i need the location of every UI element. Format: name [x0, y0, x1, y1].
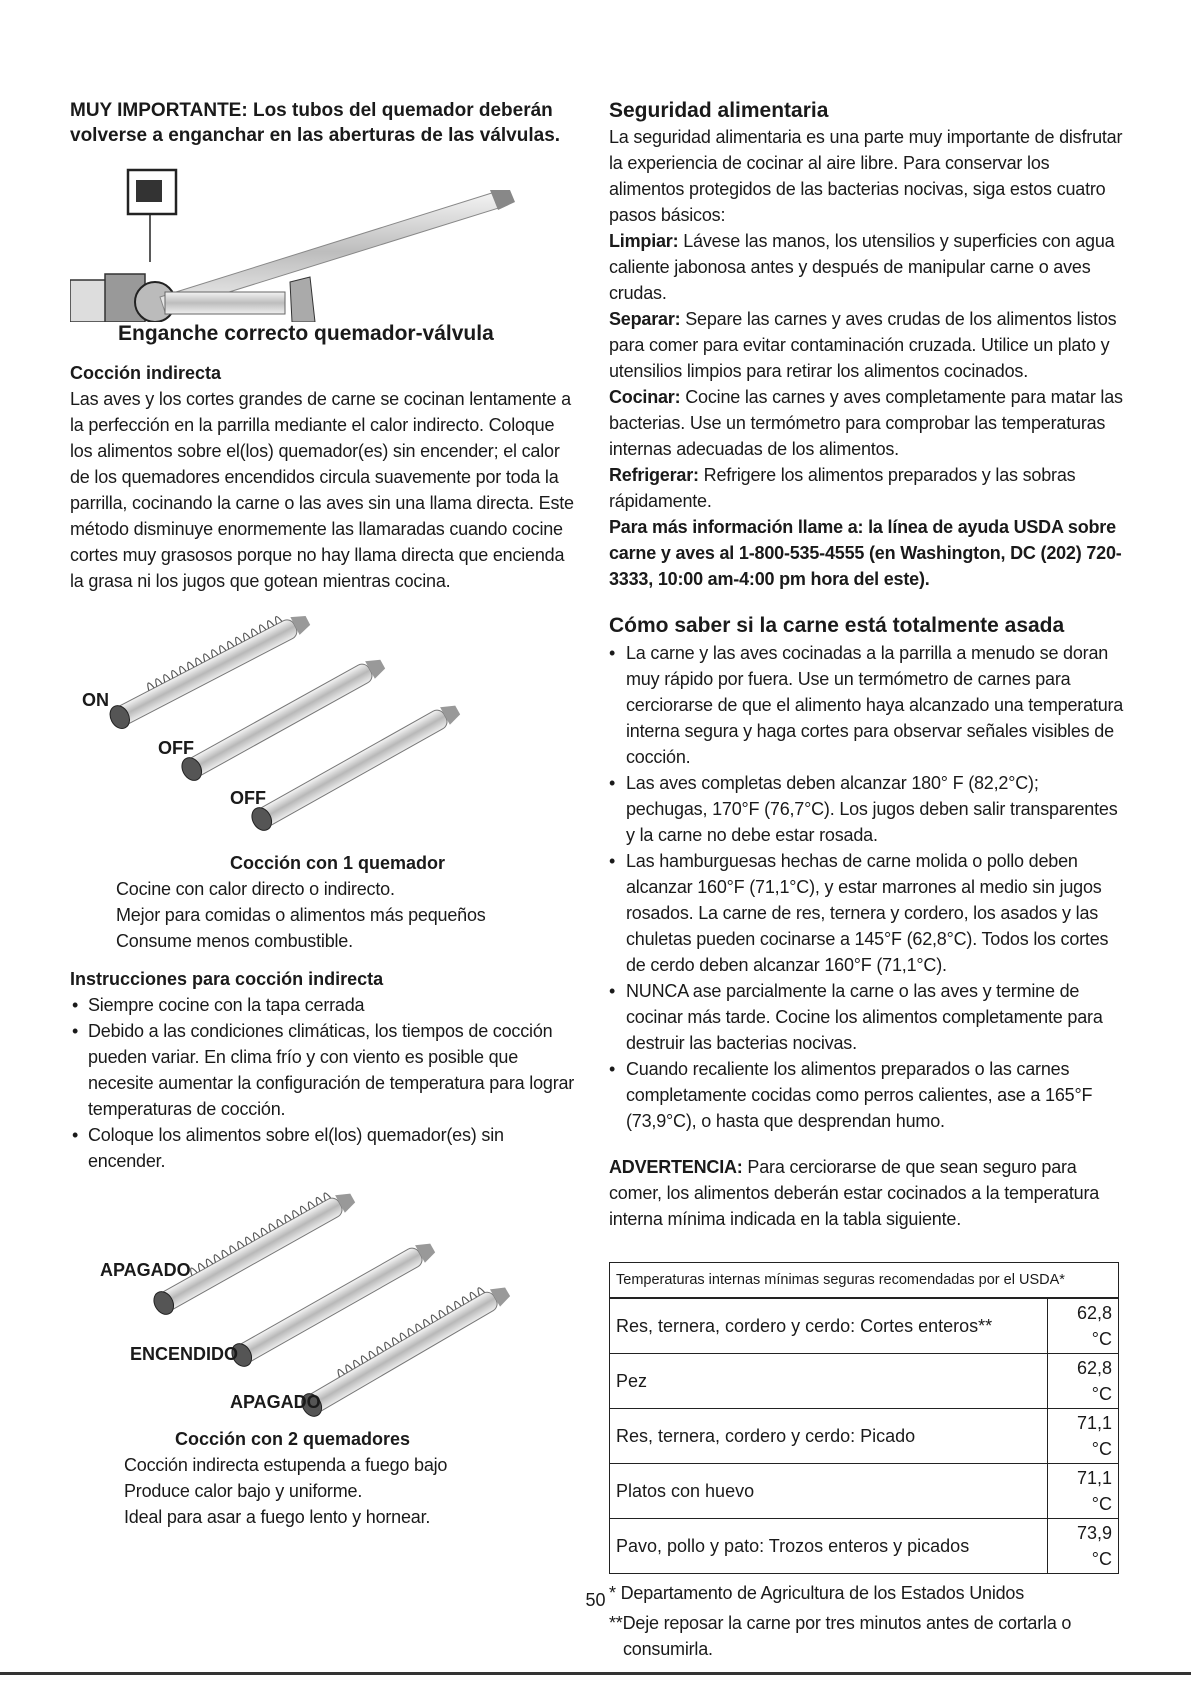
safety-step-clean	[609, 228, 1124, 306]
burner-label-apagado-2: APAGADO	[230, 1392, 321, 1412]
table-row	[610, 1354, 1119, 1409]
warning-text: Para cerciorarse de que sean seguro para comer, los alimentos deberán estar cocinados a la temperatura interna mínima indicada en la tabla siguiente.	[609, 1157, 1100, 1229]
table-cell-temp: 62,8 °C	[1048, 1354, 1119, 1409]
warning-term: ADVERTENCIA:	[609, 1157, 743, 1177]
table-cell-item: Pez	[610, 1354, 1048, 1409]
warning-paragraph	[609, 1154, 1124, 1232]
left-column	[70, 98, 575, 1530]
two-burner-caption: Cocción con 2 quemadores	[174, 1429, 411, 1449]
table-header: Temperaturas internas mínimas seguras recomendadas por el USDA*	[610, 1263, 1119, 1299]
step-text: Refrigere los alimentos preparados y las sobras rápidamente.	[609, 465, 1076, 511]
table-cell-temp: 62,8 °C	[1048, 1298, 1119, 1354]
instructions-heading: Instrucciones para cocción indirecta	[70, 969, 384, 989]
safety-step-cook	[609, 384, 1124, 462]
burner-valve-figure	[70, 152, 575, 322]
two-burner-note: Ideal para asar a fuego lento y hornear.	[124, 1507, 431, 1527]
footnote: * Departamento de Agricultura de los Estados Unidos	[609, 1583, 1025, 1603]
table-row	[610, 1409, 1119, 1464]
table-cell-item: Platos con huevo	[610, 1464, 1048, 1519]
burner-label-apagado-1: APAGADO	[100, 1260, 191, 1280]
table-cell-item: Res, ternera, cordero y cerdo: Cortes enteros**	[610, 1298, 1048, 1354]
figure1-caption: Enganche correcto quemador-válvula	[118, 322, 494, 345]
instructions-list	[70, 992, 575, 1174]
page-number: 50	[585, 1590, 606, 1610]
two-burner-figure	[70, 1186, 575, 1426]
important-note: MUY IMPORTANTE: Los tubos del quemador deberán volverse a enganchar en las aberturas de las válvulas.	[70, 100, 561, 146]
burner-label-encendido: ENCENDIDO	[130, 1344, 239, 1364]
doneness-list	[609, 640, 1124, 1134]
one-burner-caption: Cocción con 1 quemador	[229, 853, 446, 873]
safety-step-refrigerate	[609, 462, 1124, 514]
bottom-rule	[0, 1672, 1191, 1675]
step-text: Cocine las carnes y aves completamente para matar las bacterias. Use un termómetro para comprobar las temperaturas internas adecuadas de los alimentos.	[609, 387, 1123, 459]
table-cell-temp: 71,1 °C	[1048, 1409, 1119, 1464]
two-burner-notes	[70, 1452, 575, 1530]
safety-heading: Seguridad alimentaria	[609, 99, 829, 122]
list-item: • Cuando recaliente los alimentos preparados o las carnes completamente cocidas como perros calientes, ase a 165°F (73,9°C), o hasta que desprendan humo.	[609, 1056, 1124, 1134]
usda-hotline-note: Para más información llame a: la línea de ayuda USDA sobre carne y aves al 1-800-535-4555 (en Washington, DC (202) 720-3333, 10:00 am-4:00 pm hora del este).	[609, 517, 1122, 589]
table-cell-item: Res, ternera, cordero y cerdo: Picado	[610, 1409, 1048, 1464]
doneness-heading: Cómo saber si la carne está totalmente asada	[609, 614, 1065, 637]
one-burner-note: Consume menos combustible.	[116, 931, 353, 951]
indirect-text: Las aves y los cortes grandes de carne se cocinan lentamente a la perfección en la parrilla mediante el calor indirecto. Coloque los alimentos sobre el(los) quemador(es) sin encender; el calor de los quemadores encendidos circula suavemente por toda la parrilla, cocinando la carne o las aves sin una llama directa. Este método disminuye enormemente las llamaradas cuando cocine cortes muy grasosos porque no hay llama directa que encienda la grasa ni los jugos que gotean mientras cocina.	[70, 389, 574, 591]
one-burner-note: Mejor para comidas o alimentos más pequeños	[116, 905, 486, 925]
list-item: • Las hamburguesas hechas de carne molida o pollo deben alcanzar 160°F (71,1°C), y estar marrones al medio sin jugos rosados. La carne de res, ternera y cordero, los asados y las chuletas pueden cocinarse a 145°F (62,8°C). Todos los cortes de cerdo deben alcanzar 160°F (71,1°C).	[609, 848, 1124, 978]
list-item: • La carne y las aves cocinadas a la parrilla a menudo se doran muy rápido por fuera. Use un termómetro de carnes para cerciorarse de que el alimento haya alcanzado una temperatura interna segura y haga cortes para observar señales visibles de cocción.	[609, 640, 1124, 770]
table-cell-item: Pavo, pollo y pato: Trozos enteros y picados	[610, 1519, 1048, 1574]
burner-valve-illustration	[70, 152, 575, 322]
indirect-heading: Cocción indirecta	[70, 363, 222, 383]
footnote: **Deje reposar la carne por tres minutos antes de cortarla o consumirla.	[609, 1613, 1072, 1659]
one-burner-illustration	[70, 608, 575, 848]
burner-label-on: ON	[82, 690, 109, 710]
one-burner-note: Cocine con calor directo o indirecto.	[116, 879, 395, 899]
two-burner-note: Produce calor bajo y uniforme.	[124, 1481, 363, 1501]
list-item: • Coloque los alimentos sobre el(los) quemador(es) sin encender.	[70, 1122, 575, 1174]
step-text: Separe las carnes y aves crudas de los alimentos listos para comer para evitar contaminación cruzada. Utilice un plato y utensilios limpios para retirar los alimentos cocinados.	[609, 309, 1117, 381]
table-cell-temp: 73,9 °C	[1048, 1519, 1119, 1574]
list-item: • Debido a las condiciones climáticas, los tiempos de cocción pueden variar. En clima frío y con viento es posible que necesite aumentar la configuración de temperatura para lograr temperaturas de cocción.	[70, 1018, 575, 1122]
list-item: • NUNCA ase parcialmente la carne o las aves y termine de cocinar más tarde. Cocine los alimentos completamente para destruir las bacterias nocivas.	[609, 978, 1124, 1056]
table-row	[610, 1298, 1119, 1354]
step-term: Refrigerar:	[609, 465, 699, 485]
list-item: • Siempre cocine con la tapa cerrada	[70, 992, 575, 1018]
one-burner-figure	[70, 608, 575, 848]
safety-intro: La seguridad alimentaria es una parte muy importante de disfrutar la experiencia de cocinar al aire libre. Para conservar los alimentos protegidos de las bacterias nocivas, siga estos cuatro pasos básicos:	[609, 127, 1123, 225]
step-text: Lávese las manos, los utensilios y superficies con agua caliente jabonosa antes y después de manipular carne o aves crudas.	[609, 231, 1115, 303]
burner-label-off-1: OFF	[158, 738, 194, 758]
one-burner-notes	[70, 876, 575, 954]
step-term: Separar:	[609, 309, 681, 329]
step-term: Limpiar:	[609, 231, 679, 251]
table-header-row	[610, 1263, 1119, 1299]
list-item: • Las aves completas deben alcanzar 180° F (82,2°C); pechugas, 170°F (76,7°C). Los jugos deben salir transparentes y la carne no debe estar rosada.	[609, 770, 1124, 848]
safety-step-separate	[609, 306, 1124, 384]
burner-label-off-2: OFF	[230, 788, 266, 808]
table-row	[610, 1464, 1119, 1519]
table-row	[610, 1519, 1119, 1574]
two-burner-note: Cocción indirecta estupenda a fuego bajo	[124, 1455, 448, 1475]
right-column	[609, 98, 1124, 1662]
temperature-table	[609, 1262, 1119, 1574]
step-term: Cocinar:	[609, 387, 681, 407]
table-cell-temp: 71,1 °C	[1048, 1464, 1119, 1519]
two-burner-illustration	[70, 1186, 575, 1426]
